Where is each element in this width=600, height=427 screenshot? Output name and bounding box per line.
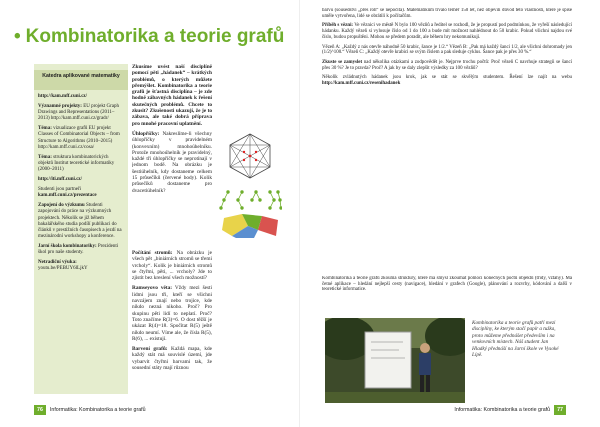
prisoners-column (322, 8, 572, 270)
puzzle-illustrations (218, 130, 282, 240)
title-bullet: • (14, 26, 21, 47)
footer-right (454, 405, 566, 415)
sidebar-spring-school: Jarní škola kombinatoriky: Prezidenti škol pro naše studenty. (38, 243, 119, 255)
sidebar-topic-1: Téma: vizualizace grafů EU projekt Classes of Combinatorial Objects – from Structure to Algorithms (2010–2015) http://kam.mff.cuni.cz/cosa/ (38, 126, 120, 150)
coloring-paragraph: Barvení grafů: Každá mapa, kde každý stát má souvislé území, jde vybarvit čtyřmi barvami tak, že sousední státy mají různou (132, 346, 212, 372)
solutions-link[interactable]: http://kam.mff.cuni.cz/resenihadanek (322, 81, 401, 87)
info-sidebar (34, 64, 128, 394)
footer-left-text: Informatika: Kombinatorika a teorie grafů (49, 407, 146, 413)
sidebar-heading: Katedra aplikované matematiky (34, 70, 128, 90)
think-paragraph: Zkuste se zamyslet nad několika otázkami a zodpovědět je. Nejprve trochu počtů: Proč vězeň C navrhuje strategii se šancí přes 30 %? Je to pravda? Proč? A jak by se daly zlepšit výsledky za 100 vězňů? (322, 59, 572, 71)
sidebar-url-iti[interactable]: http://iti.mff.cuni.cz/ (38, 177, 83, 183)
prisoners-paragraph: Příběh s vězni: Ve věznici ve městě N bylo 100 vězňů a ředitel se rozhodl, že je propustí pod podmínkou, že vyřeší následující hádanku. Každý vězeň si vylosuje číslo od 1 do 100 a bude mít možnost nahlédnout do 50 krabic. Pokud všichni najdou své číslo, budou propuštěni. Mohou se předem poradit, ale během hry nekomunikují. (322, 23, 572, 40)
photo-caption: Kombinatorika a teorie grafů patří mezi disciplíny, ke kterým stačí papír a tužka, proto můžeme přednášet především i na venkovních místech. Náš student Jan Hladký přednáší na Jarní škole ve Vysoké Lípě. (472, 320, 559, 359)
sidebar-research: Zapojení do výzkumu Studenti zapojování do práce na výzkumných projektech. Několik se již během bakalářského studia podílí publikaci do článků v prestižních časopisech a jezdí na mezinárodní workshopy a konference. (38, 203, 122, 239)
summary-column (322, 276, 572, 316)
sidebar-teaching: Netradiční výuka: youtu.be/PEBUY6lLjkY (38, 260, 88, 272)
intro-paragraph: Zkusíme uvést naší disciplíně pomocí pěti „hádanek“ – krátkých problémů, o kterých můžete přemýšlet. Kombinatorika a teorie grafů je šťastná disciplína – je zde hodně zábavných hádanek k řešení skutečných problémů. Chcete to zkusit? Zkušenosti ukazují, že je to zábava, ale také dobrá příprava pro mnohé pracovní uplatnění. (132, 64, 212, 127)
ramsey-paragraph: Ramseyovo věta: Vždy mezi šesti lidmi jsou tři, kteří se všichni navzájem znají nebo trojice, kde nikdo nezná nikoho. Proč? Pro skupinu pěti lidí to neplatí. Proč? Toto značíme R(3)=6. O dost těžší je ukázat R(4)=18. Spočítat R(5) ještě nikdo neumí. Víme ale, že čísla R(5), R(6), ... existují. (132, 285, 212, 342)
hexagon-diagonals-figure (230, 134, 270, 178)
title-text: Kombinatorika a teorie grafů (25, 26, 285, 47)
sidebar-projects: Významné projekty: EU projekt Graph Drawings and Representations (2011–2013) http://kam.mff.cuni.cz/gradr/ (38, 104, 120, 122)
coloring-continued: barvu (sousedství „přes roh“ se nepočítá). Matematikům trvalo téměř 150 let, než objevili důvod této vlastnosti, které je spíše uměle vytvořena, lidé se obrátili k počítačům. (322, 8, 572, 19)
sidebar-url-dept[interactable]: http://kam.mff.cuni.cz/ (38, 94, 88, 99)
map-coloring-figure (222, 214, 278, 238)
puzzles-column (132, 250, 212, 400)
footer-right-text: Informatika: Kombinatorika a teorie grafů (454, 407, 551, 413)
page-number-left: 76 (34, 405, 46, 415)
page-title (14, 26, 284, 48)
binary-trees-figure (220, 191, 282, 210)
lecture-photo (325, 318, 465, 403)
diagonals-paragraph: Úhlopříčky: Nakreslíme-li všechny úhlopříčky v pravidelném (konvexním) mnohoúhelníku. Protože mnohoúhelník je pravidelný, každé tři úhlopříčky se neprotínají v jednom bodě. Na obrázku je šestiúhelník, kdy dostaneme celkem 15 průsečíků (červené body). Kolik průsečíků dostaneme pro dvacetiúhelník? (132, 130, 212, 194)
prisoners-dialogue: Vězeň A: „Každý z nás otevře náhodně 50 krabic, šance je 1/2.“ Vězeň B: „Pak má každý šanci 1/2, ale všichni dohromady jen (1/2)^100.“ Vězeň C: „Každý otevře krabici se svým číslem a pak sleduje cyklus. Šance pak je přes 30 %.“ (322, 44, 572, 56)
page-number-right: 77 (554, 405, 566, 415)
footer-left (34, 405, 146, 415)
trees-paragraph: Počítání stromů: Na obrázku je všech pět „biniárních stromů se třemi vrcholy“. Kolik je biniárních stromů se čtyřmi, pěti, ... vrcholy? Jde to zjistit bez kreslení všech možností? (132, 250, 212, 282)
summary-paragraph: Kombinatorika a teorie grafů zkoumá struktury, které má smysl zkoumat pomocí konečných počtů objektů (třídy, vztahy). Má četné aplikace – hledání nejlepší cesty (navigace), hledání v grafech (Google), plánování a rozvrhy, kódování a další v teoretické informatice. (322, 276, 572, 293)
lecture-photo-drawing (325, 318, 465, 403)
sidebar-students: Studenti jsou partneři kam.mff.cuni.cz/prezentace (38, 187, 97, 199)
intro-column (132, 64, 212, 194)
solutions-paragraph: Několik zvládnutých hádanek jsou krok, jak se stát se skvělým studentem. Řešení lze najít na webu http://kam.mff.cuni.cz/resenihadanek (322, 75, 572, 87)
sidebar-topic-2: Téma: struktura kombinatorických objektů Institut teoretické informatiky (2000–2011) (38, 154, 115, 172)
